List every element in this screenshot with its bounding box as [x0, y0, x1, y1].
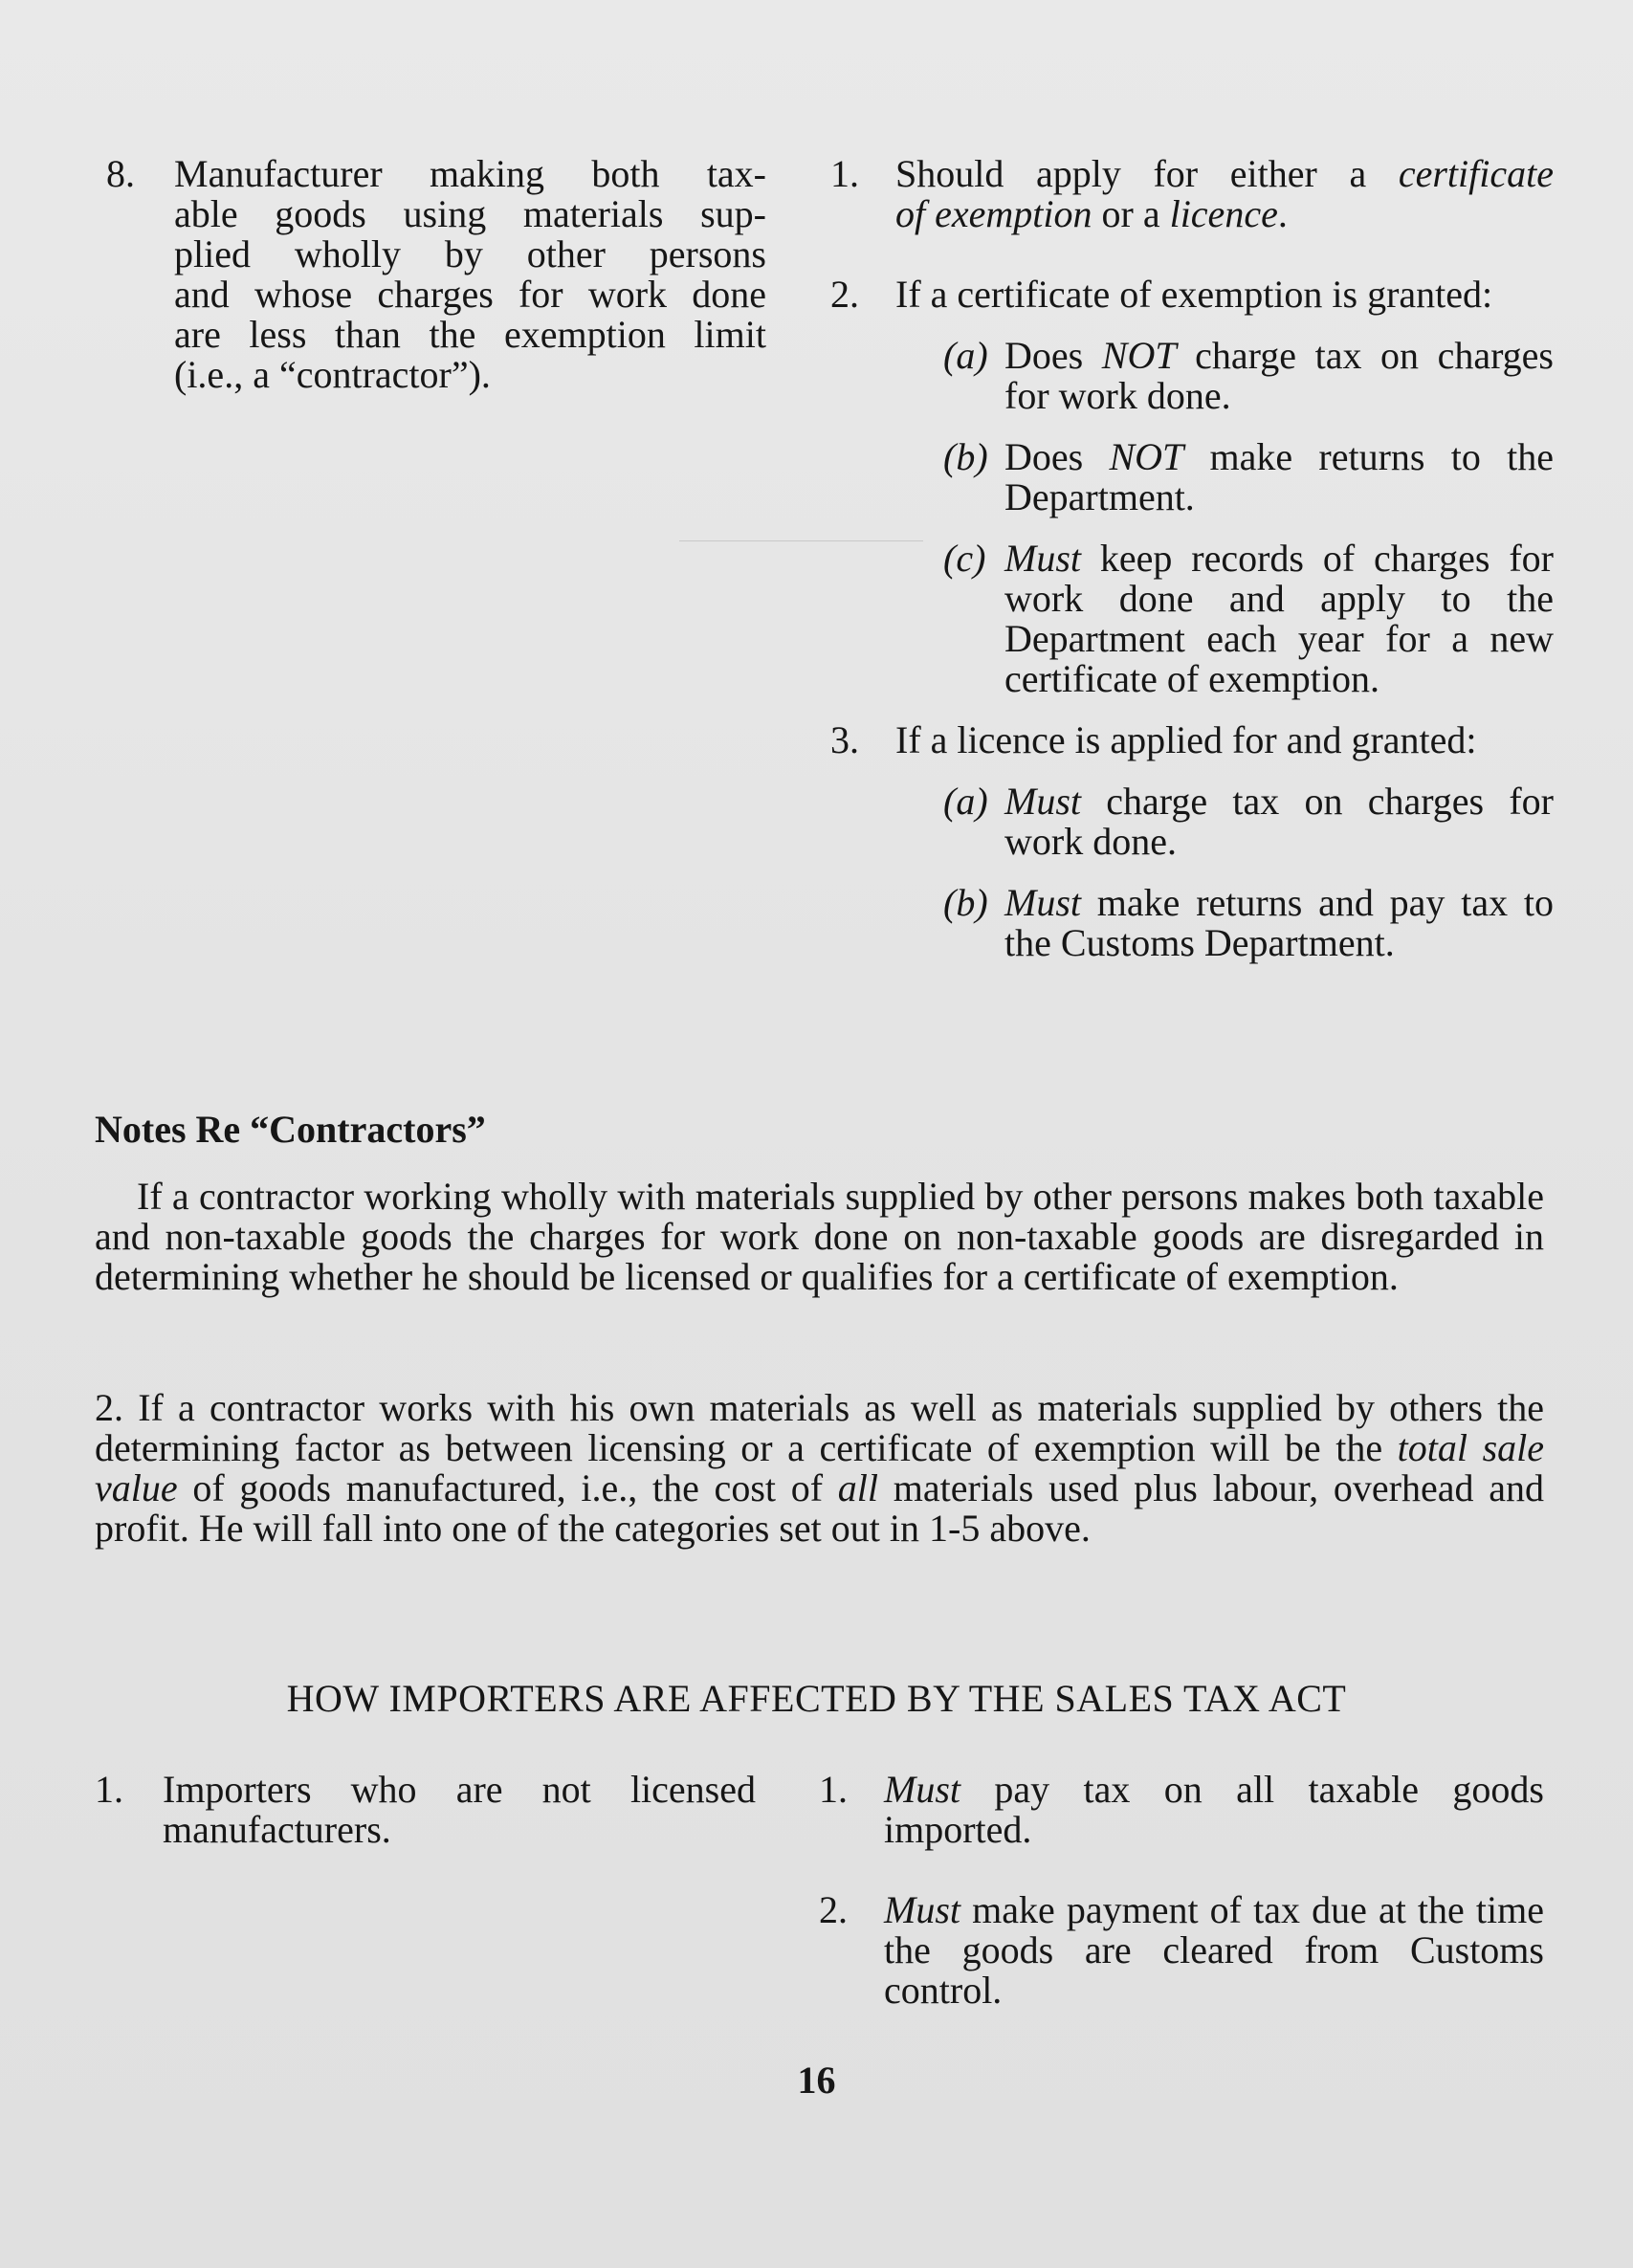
sub-label: (a)	[943, 780, 988, 823]
item-text: Must pay tax on all taxable goods imported.	[884, 1768, 1544, 1851]
importers-left-text: Importers who are not licensed manufacturers.	[163, 1768, 756, 1851]
item-text: If a certificate of exemption is granted:	[895, 273, 1493, 316]
sub-text: Must make returns and pay tax to the Customs Department.	[1004, 881, 1554, 964]
importers-left-number: 1.	[95, 1768, 123, 1811]
section-8-line: able goods using materials sup-	[174, 192, 766, 235]
section-8-requirements	[830, 154, 1554, 963]
item-text: If a licence is applied for and granted:	[895, 718, 1477, 761]
requirement-item-1	[830, 154, 1554, 234]
item-text: Must make payment of tax due at the time the goods are cleared from Customs control.	[884, 1888, 1544, 2012]
section-8-line: Manufacturer making both tax-	[174, 152, 766, 195]
item-number: 1.	[819, 1768, 848, 1811]
requirement-item-2	[830, 275, 1554, 315]
item-text: Should apply for either a certificate of exemption or a licence.	[895, 152, 1554, 235]
importer-item-1	[819, 1770, 1544, 1850]
sub-item-3a	[943, 782, 1554, 862]
section-8-description	[174, 154, 766, 395]
sub-item-2c	[943, 539, 1554, 699]
sub-text: Must keep records of charges for work done and apply to the Department each year for a new certificate of exemption.	[1004, 537, 1554, 700]
section-8-line: plied wholly by other persons	[174, 232, 766, 275]
item-number: 2.	[830, 273, 859, 316]
notes-paragraph-1: If a contractor working wholly with materials supplied by other persons makes both taxable and non-taxable goods the charges for work done on non-taxable goods are disregarded in determining whether he should be licensed or qualifies for a certificate of exemption.	[95, 1175, 1544, 1298]
item-number: 1.	[830, 152, 859, 195]
page-number: 16	[797, 2059, 836, 2102]
sub-label: (c)	[943, 537, 986, 580]
sub-item-2a	[943, 336, 1554, 416]
item-number: 3.	[830, 718, 859, 761]
requirement-item-3	[830, 720, 1554, 760]
section-8-line: and whose charges for work done	[174, 273, 766, 316]
sub-item-3b	[943, 883, 1554, 963]
item-number: 2.	[819, 1888, 848, 1931]
section-8-line: are less than the exemption limit	[174, 313, 766, 356]
sub-item-2b	[943, 437, 1554, 517]
section-8-line: (i.e., a “contractor”).	[174, 353, 491, 396]
sub-text: Must charge tax on charges for work done.	[1004, 780, 1554, 863]
sub-text: Does NOT charge tax on charges for work done.	[1004, 334, 1554, 417]
sub-text: Does NOT make returns to the Department.	[1004, 435, 1554, 518]
notes-paragraph-2: 2. If a contractor works with his own materials as well as materials supplied by others the determining factor as between licensing or a certificate of exemption will be the total sale value of goods manufactured, i.e., the cost of all materials used plus labour, overhead and profit. He will fall into one of the categories set out in 1-5 above.	[95, 1386, 1544, 1550]
notes-heading: Notes Re “Contractors”	[95, 1108, 486, 1151]
sub-label: (b)	[943, 881, 988, 924]
sub-label: (a)	[943, 334, 988, 377]
sub-label: (b)	[943, 435, 988, 478]
importers-requirements	[819, 1770, 1544, 2011]
importer-item-2	[819, 1890, 1544, 2011]
section-8-number: 8.	[106, 152, 135, 195]
importers-heading: HOW IMPORTERS ARE AFFECTED BY THE SALES TAX ACT	[286, 1677, 1347, 1720]
